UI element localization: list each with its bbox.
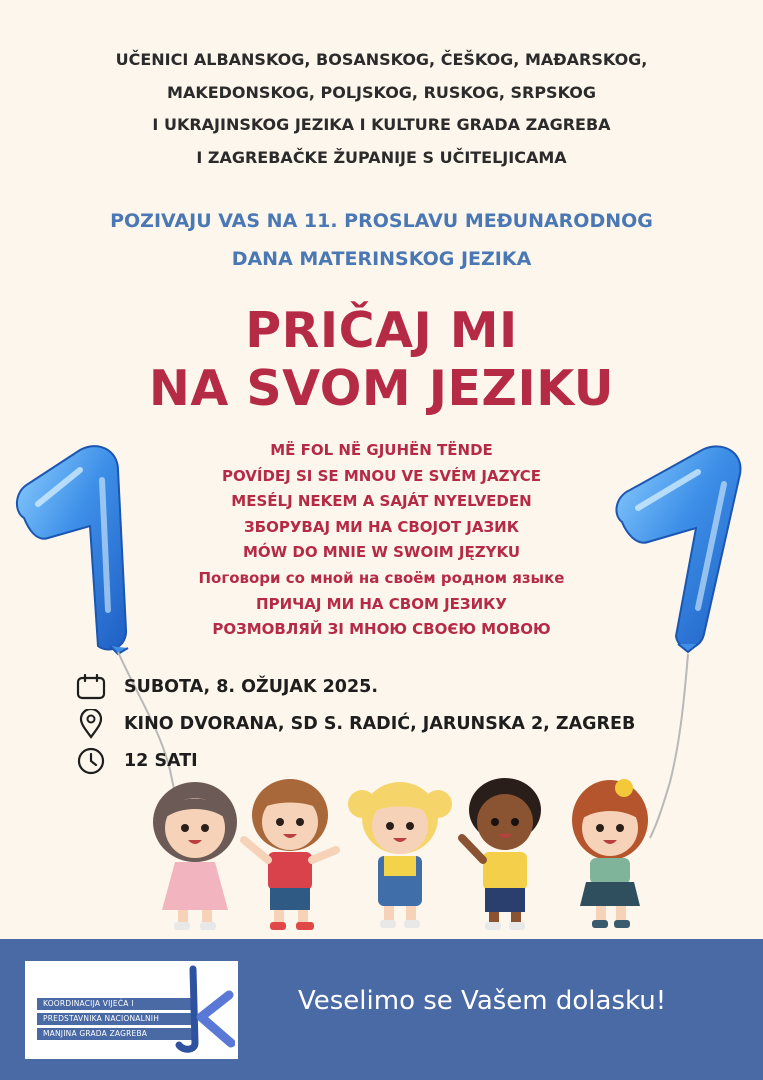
phrase-serbian: ПРИЧАЈ МИ НА СВОМ ЈЕЗИКУ: [256, 594, 507, 613]
child-girl-pink-icon: [153, 782, 237, 930]
child-boy-red-icon: [244, 779, 336, 930]
children-illustration: [140, 770, 650, 940]
logo-text-line: MANJINA GRADA ZAGREBA: [37, 1028, 193, 1040]
footer-tagline: Veselimo se Vašem dolasku!: [298, 986, 667, 1016]
organizers-line: UČENICI ALBANSKOG, BOSANSKOG, ČEŠKOG, MAĐARSKOG,: [115, 50, 648, 69]
event-title: [0, 302, 763, 418]
event-place: KINO DVORANA, SD S. RADIĆ, JARUNSKA 2, ZAGREB: [124, 714, 636, 734]
event-title-line: PRIČAJ MI: [245, 302, 518, 359]
phrase-czech: POVÍDEJ SI SE MNOU VE SVÉM JAZYCE: [221, 466, 542, 485]
calendar-icon: [75, 672, 107, 702]
organizers-line: I ZAGREBAČKE ŽUPANIJE S UČITELJICAMA: [196, 147, 567, 167]
event-title-line: NA SVOM JEZIKU: [148, 360, 615, 417]
event-place-row: [75, 709, 635, 739]
logo-emblem-icon: [173, 965, 235, 1055]
phrase-macedonian: ЗБОРУВАЈ МИ НА СВОЈОТ ЈАЗИК: [244, 517, 519, 536]
logo-text-line: KOORDINACIJA VIJEĆA I: [37, 998, 193, 1010]
phrases-block: [0, 438, 763, 643]
location-pin-icon: [75, 709, 107, 739]
phrase-polish: MÓW DO MNIE W SWOIM JĘZYKU: [242, 543, 521, 562]
event-time: 12 SATI: [124, 751, 198, 771]
organizers-block: [0, 44, 763, 174]
organizers-line: I UKRAJINSKOG JEZIKA I KULTURE GRADA ZAGREBA: [152, 115, 611, 134]
phrase-albanian: MË FOL NË GJUHËN TËNDE: [270, 441, 493, 459]
organizers-line: MAKEDONSKOG, POLJSKOG, RUSKOG, SRPSKOG: [167, 82, 596, 102]
invitation-line: DANA MATERINSKOG JEZIKA: [231, 248, 532, 270]
phrase-hungarian: MESÉLJ NEKEM A SAJÁT NYELVEDEN: [231, 492, 532, 511]
phrase-ukrainian: РОЗМОВЛЯЙ ЗІ МНОЮ СВОЄЮ МОВОЮ: [212, 620, 551, 639]
phrase-russian: Поговори со мной на своём родном языке: [198, 568, 565, 587]
child-boy-yellow-icon: [462, 778, 541, 930]
clock-icon: [75, 746, 107, 776]
event-date: SUBOTA, 8. OŽUJAK 2025.: [124, 677, 378, 697]
event-date-row: [75, 672, 378, 702]
organization-logo: [25, 961, 238, 1059]
child-girl-blonde-icon: [348, 782, 452, 928]
child-girl-green-icon: [572, 779, 648, 928]
invitation-block: [0, 202, 763, 278]
footer-banner: [0, 939, 763, 1080]
logo-text-line: PREDSTAVNIKA NACIONALNIH: [37, 1013, 193, 1025]
invitation-line: POZIVAJU VAS NA 11. PROSLAVU MEĐUNARODNOG: [110, 210, 653, 232]
